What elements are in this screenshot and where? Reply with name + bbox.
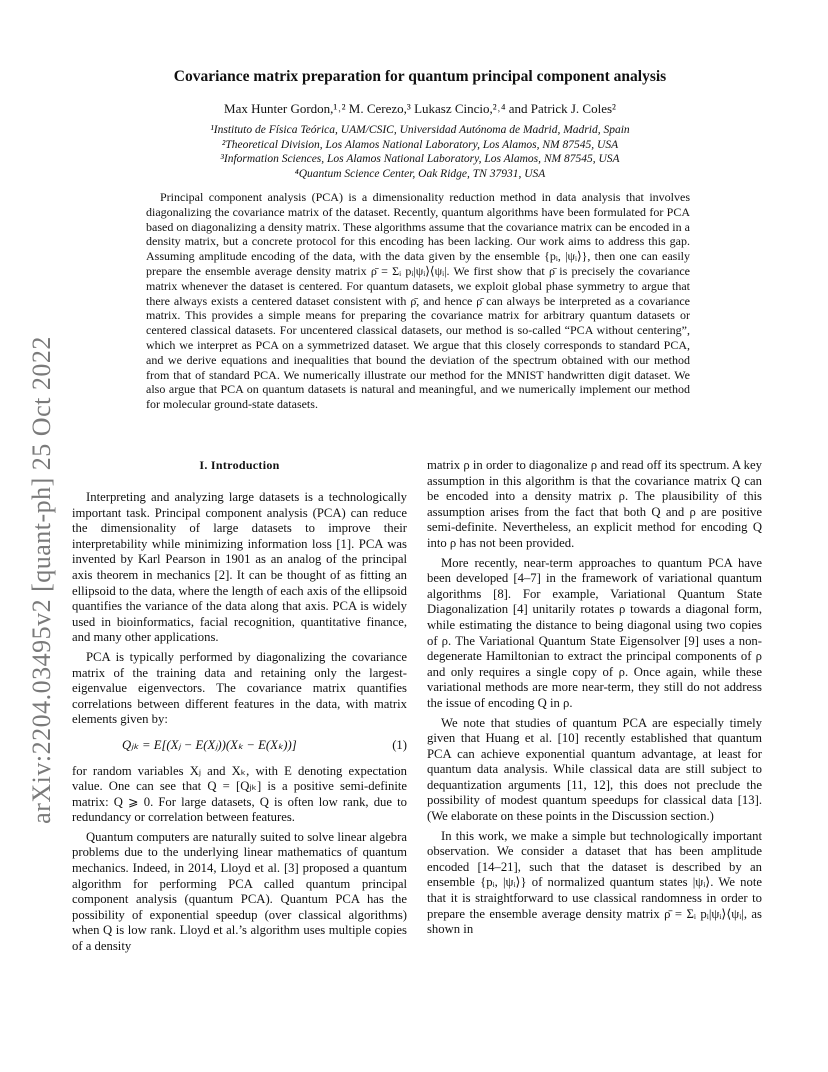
affiliation-2: ²Theoretical Division, Los Alamos National Laboratory, Los Alamos, NM 87545, USA: [221, 138, 619, 151]
affiliation-3: ³Information Sciences, Los Alamos National Laboratory, Los Alamos, NM 87545, USA: [220, 153, 620, 165]
intro-paragraph-5: matrix ρ in order to diagonalize ρ and read off its spectrum. A key assumption in this algorithm is that the covariance matrix Q can be encoded into a density matrix ρ. The plausibility of this assumption arises from the fact that both Q and ρ are positive semi-definite. Nevertheless, an explicit method for encoding Q into ρ has not been provided.: [427, 458, 762, 550]
intro-paragraph-6: More recently, near-term approaches to quantum PCA have been developed [4–7] in the framework of variational quantum algorithms [8]. For example, Variational Quantum State Diagonalization [4] unitarily rotates ρ towards a diagonal form, while estimating the distance to being diagonal using two copies of ρ. The Variational Quantum State Eigensolver [9] uses a non-degenerate Hamiltonian to extract the principal components of ρ and only requires a single copy of ρ. Once again, while these variational methods are more near-term, they still do not address the issue of encoding Q in ρ.: [427, 555, 762, 710]
intro-paragraph-2: PCA is typically performed by diagonalizing the covariance matrix of the training data and retaining only the largest-eigenvalue eigenvectors. The covariance matrix quantifies correlations between different features in the data, with matrix elements given by:: [72, 649, 407, 727]
paper-title: Covariance matrix preparation for quantum principal component analysis: [173, 68, 667, 85]
equation-body: Qⱼₖ = E[(Xⱼ − E(Xⱼ))(Xₖ − E(Xₖ))]: [122, 737, 297, 752]
affiliation-4: ⁴Quantum Science Center, Oak Ridge, TN 37931, USA: [294, 167, 546, 180]
affiliations: [110, 123, 730, 181]
intro-paragraph-8: In this work, we make a simple but technologically important observation. We consider a dataset that has been amplitude encoded [14–21], such that the dataset is described by an ensemble {pᵢ, |ψᵢ⟩} of normalized quantum states |ψᵢ⟩. We note that it is straightforward to use classical randomness in order to prepare the ensemble average density matrix ρ̄ = Σᵢ pᵢ|ψᵢ⟩⟨ψᵢ|, as shown in: [427, 828, 762, 937]
equation-number: (1): [392, 737, 407, 752]
arxiv-sidebar: [14, 60, 70, 1060]
author-list: Max Hunter Gordon,¹˒² M. Cerezo,³ Lukasz Cincio,²˒⁴ and Patrick J. Coles²: [224, 101, 616, 116]
abstract: Principal component analysis (PCA) is a dimensionality reduction method in data analysis that involves diagonalizing the covariance matrix of the dataset. Recently, quantum algorithms have been formulated for PCA based on diagonalizing a density matrix. These algorithms assume that the covariance matrix can be encoded in a density matrix, but a concrete protocol for this encoding has been lacking. Our work aims to address this gap. Assuming amplitude encoding of the data, with the data given by the ensemble {pᵢ, |ψᵢ⟩}, then one can easily prepare the ensemble average density matrix ρ̄ = Σᵢ pᵢ|ψᵢ⟩⟨ψᵢ|. We first show that ρ̄ is precisely the covariance matrix whenever the dataset is centered. For quantum datasets, we exploit global phase symmetry to argue that there always exists a centered dataset consistent with ρ̄, and hence ρ̄ can always be interpreted as a covariance matrix. This provides a simple means for preparing the covariance matrix for arbitrary quantum datasets or centered classical datasets. For uncentered classical datasets, our method is so-called “PCA without centering”, which we interpret as PCA on a symmetrized dataset. We argue that this closely corresponds to standard PCA, and we derive equations and inequalities that bound the deviation of the spectrum obtained with our method from that of standard PCA. We numerically illustrate our method for the MNIST handwritten digit dataset. We also argue that PCA on quantum datasets is natural and meaningful, and we numerically implement our method for molecular ground-state datasets.: [146, 190, 690, 412]
section-heading-introduction: I. Introduction: [199, 458, 280, 472]
intro-paragraph-1: Interpreting and analyzing large datasets is a technologically important task. Principal component analysis (PCA) can reduce the dimensionality of large datasets to improve their interpretability while minimizing information loss [1]. PCA was invented by Karl Pearson in 1901 as an analog of the principal axis theorem in mechanics [2]. It can be thought of as fitting an ellipsoid to the data, where the length of each axis of the ellipsoid quantifies the variance of the data along that axis. PCA is widely used in bioinformatics, facial recognition, quantitative finance, and many other applications.: [72, 490, 407, 645]
arxiv-identifier[interactable]: arXiv:2204.03495v2 [quant-ph] 25 Oct 2022: [27, 336, 56, 824]
equation-1: [72, 738, 407, 754]
intro-paragraph-4: Quantum computers are naturally suited to solve linear algebra problems due to the underlying linear mathematics of quantum mechanics. Indeed, in 2014, Lloyd et al. [3] proposed a quantum algorithm for performing PCA called quantum principal component analysis (quantum PCA). Quantum PCA has the possibility of exponential speedup (over classical algorithms) when Q is low rank. Lloyd et al.’s algorithm uses multiple copies of a density: [72, 829, 407, 954]
right-column: [427, 458, 762, 942]
affiliation-1: ¹Instituto de Física Teórica, UAM/CSIC, Universidad Autónoma de Madrid, Madrid, Spain: [210, 124, 630, 136]
intro-paragraph-7: We note that studies of quantum PCA are especially timely given that Huang et al. [10] recently established that quantum PCA can achieve exponential quantum advantage, at least for quantum data analysis. While classical data are still subject to dequantization arguments [11, 12], this does not preclude the possibility of modest quantum speedups for classical data [13]. (We elaborate on these points in the Discussion section.): [427, 715, 762, 824]
left-column: [72, 490, 407, 959]
intro-paragraph-3: for random variables Xⱼ and Xₖ, with E denoting expectation value. One can see that Q = [Qⱼₖ] is a positive semi-definite matrix: Q ⩾ 0. For large datasets, Q is often low rank, due to redundancy or correlation between features.: [72, 763, 407, 825]
